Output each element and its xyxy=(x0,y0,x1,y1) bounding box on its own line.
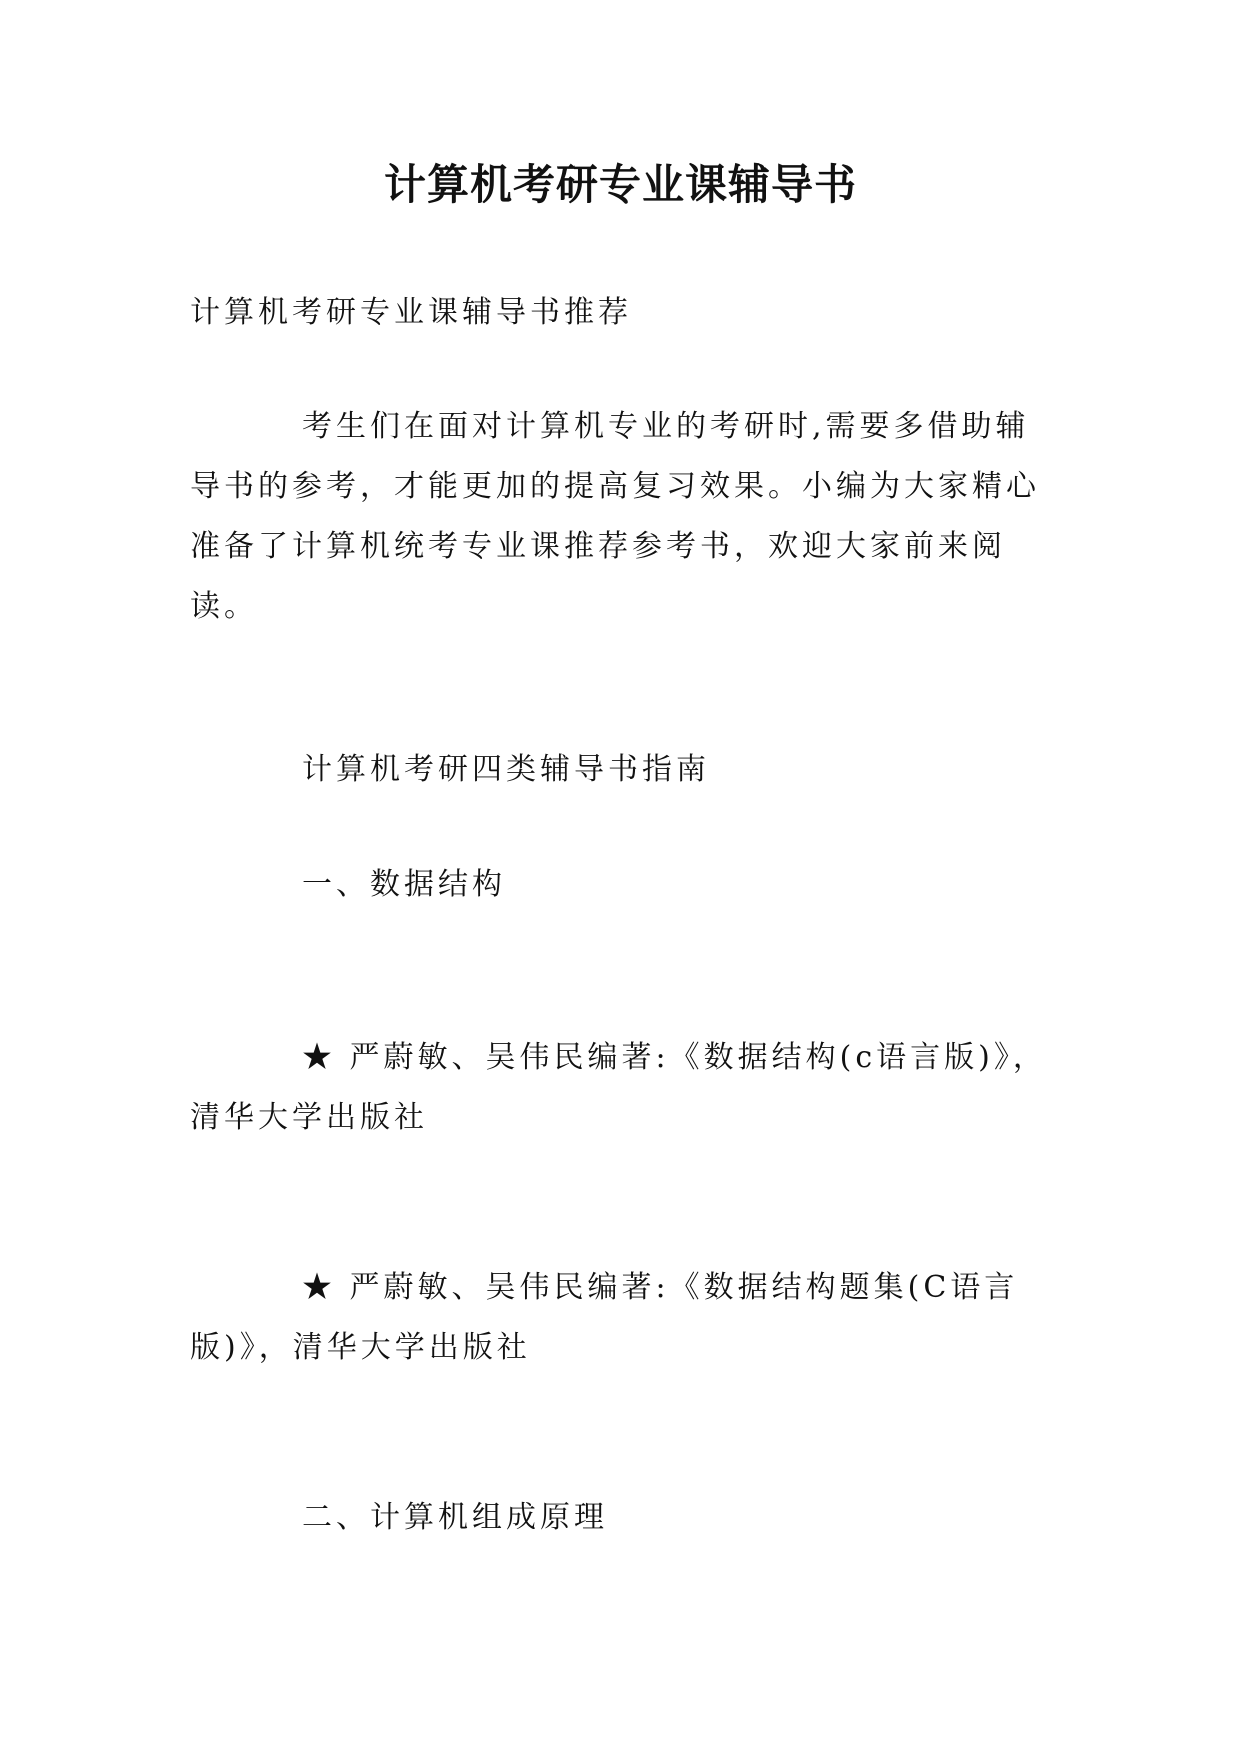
book-item-2: ★ 严蔚敏、吴伟民编著:《数据结构题集(C语言版)》，清华大学出版社 xyxy=(190,1270,1019,1365)
intro-paragraph: 考生们在面对计算机专业的考研时,需要多借助辅导书的参考，才能更加的提高复习效果。小编为大家精心准备了计算机统考专业课推荐参考书，欢迎大家前来阅读。 xyxy=(190,409,1040,624)
guide-heading: 计算机考研四类辅导书指南 xyxy=(302,752,710,787)
book-item-1: ★ 严蔚敏、吴伟民编著:《数据结构(c语言版)》，清华大学出版社 xyxy=(190,1040,1047,1135)
section-heading-computer-organization: 二、计算机组成原理 xyxy=(302,1500,608,1535)
subtitle: 计算机考研专业课辅导书推荐 xyxy=(190,295,632,330)
document-title: 计算机考研专业课辅导书 xyxy=(383,160,857,209)
section-heading-data-structures: 一、数据结构 xyxy=(302,867,506,902)
